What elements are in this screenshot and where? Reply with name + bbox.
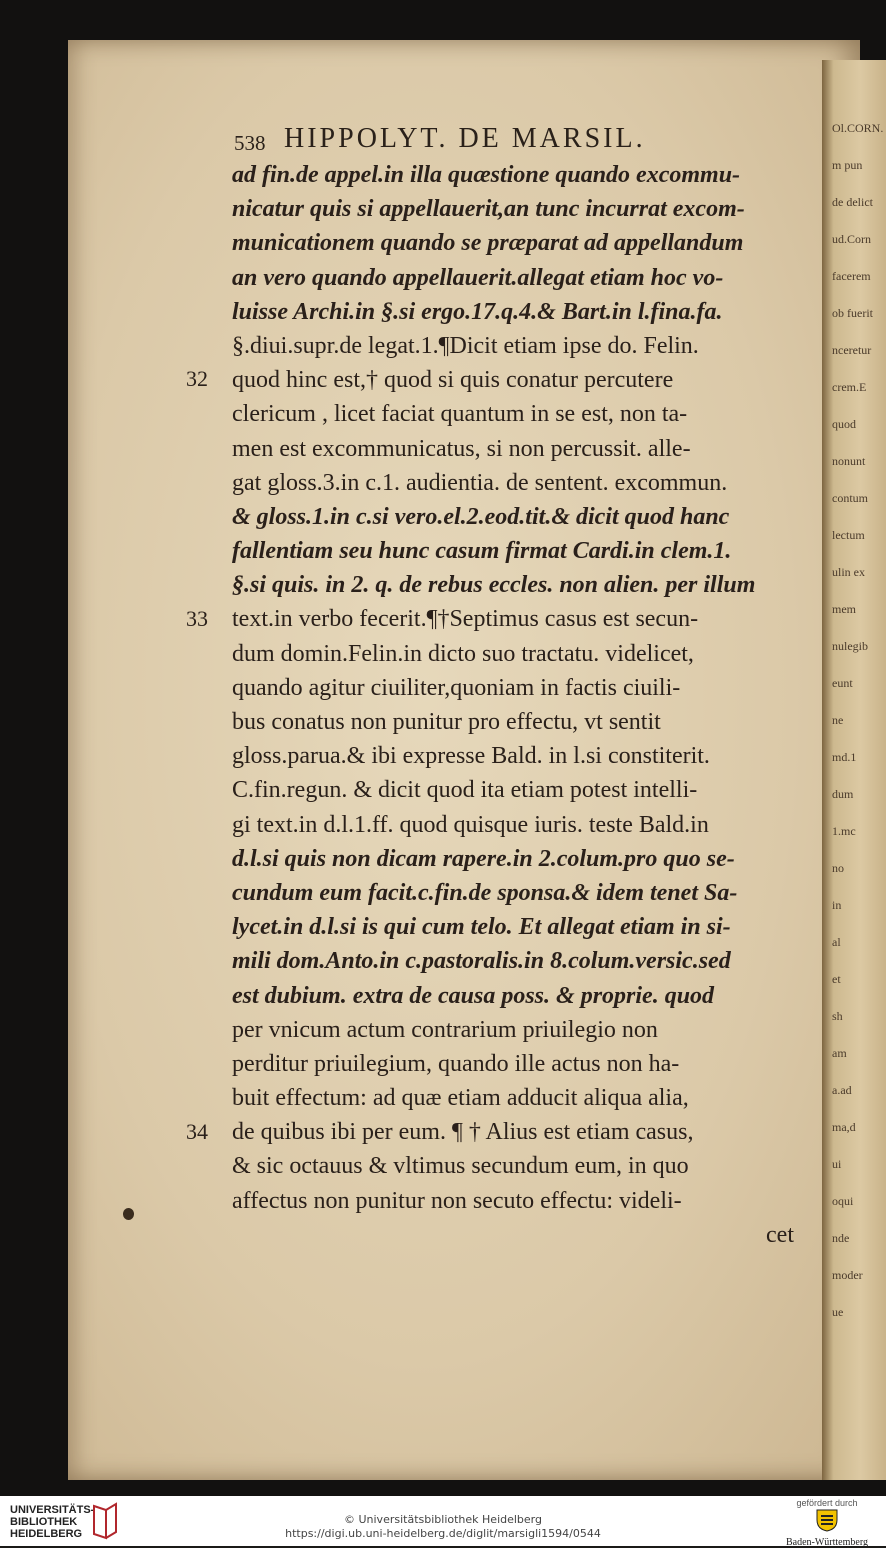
text-line: text.in verbo fecerit.¶†Septimus casus est secun- xyxy=(232,606,699,633)
adjacent-page-text xyxy=(832,110,886,1331)
adjacent-fragment: ma,d xyxy=(832,1120,856,1134)
adjacent-fragment: eunt xyxy=(832,676,853,690)
adjacent-fragment: ud.Corn xyxy=(832,232,871,246)
funder-name: Baden-Württemberg xyxy=(785,1537,868,1548)
adjacent-fragment: ui xyxy=(832,1157,842,1171)
adjacent-fragment: mem xyxy=(832,602,856,616)
text-line: lycet.in d.l.si is qui cum telo. Et allegat etiam in si- xyxy=(232,914,731,941)
text-line: mili dom.Anto.in c.pastoralis.in 8.colum.versic.sed xyxy=(232,948,731,975)
sponsor-block xyxy=(772,1498,882,1548)
adjacent-fragment: ulin ex xyxy=(832,565,865,579)
adjacent-fragment: md.1 xyxy=(832,750,857,764)
text-line: affectus non punitur non secuto effectu: videli- xyxy=(232,1187,682,1214)
logo-line-1: UNIVERSITÄTS- xyxy=(10,1504,95,1516)
running-head: HIPPOLYT. DE MARSIL. xyxy=(284,123,646,154)
footer-bar xyxy=(0,1496,886,1546)
text-line: & gloss.1.in c.si vero.el.2.eod.tit.& dicit quod hanc xyxy=(232,503,730,530)
adjacent-fragment: Ol.CORN. xyxy=(832,121,884,135)
adjacent-fragment: in xyxy=(832,898,842,912)
text-line: municationem quando se præparat ad appellandum xyxy=(232,230,744,257)
text-line: cundum eum facit.c.fin.de sponsa.& idem tenet Sa- xyxy=(232,879,738,906)
text-line: & sic octauus & vltimus secundum eum, in quo xyxy=(232,1153,689,1180)
text-line: an vero quando appellauerit.allegat etiam hoc vo- xyxy=(232,264,724,291)
logo-line-2: BIBLIOTHEK xyxy=(10,1516,78,1528)
text-line: per vnicum actum contrarium priuilegio non xyxy=(232,1016,658,1043)
text-line: perditur priuilegium, quando ille actus non ha- xyxy=(232,1050,680,1077)
adjacent-fragment: nulegib xyxy=(832,639,868,653)
text-line: nicatur quis si appellauerit,an tunc incurrat excom- xyxy=(232,196,745,223)
adjacent-fragment: ne xyxy=(832,713,844,727)
text-line: §.si quis. in 2. q. de rebus eccles. non alien. per illum xyxy=(232,572,756,599)
adjacent-fragment: et xyxy=(832,972,841,986)
adjacent-fragment: a.ad xyxy=(832,1083,852,1097)
text-line: gi text.in d.l.1.ff. quod quisque iuris. teste Bald.in xyxy=(232,811,709,838)
logo-line-3: HEIDELBERG xyxy=(10,1528,83,1540)
text-line: luisse Archi.in §.si ergo.17.q.4.& Bart.in l.fina.fa. xyxy=(232,298,723,325)
text-line: gat gloss.3.in c.1. audientia. de sentent. excommun. xyxy=(232,469,728,496)
adjacent-fragment: lectum xyxy=(832,528,865,542)
adjacent-fragment: quod xyxy=(832,417,856,431)
margin-number: 34 xyxy=(186,1118,208,1144)
adjacent-fragment: am xyxy=(832,1046,847,1060)
page-number: 538 xyxy=(234,131,266,155)
copyright-text: © Universitätsbibliothek Heidelberg xyxy=(343,1513,542,1526)
text-line: quando agitur ciuiliter,quoniam in factis ciuili- xyxy=(232,674,681,701)
text-line: fallentiam seu hunc casum firmat Cardi.in clem.1. xyxy=(232,538,732,565)
text-line: buit effectum: ad quæ etiam adducit aliqua alia, xyxy=(232,1085,689,1112)
text-line: C.fin.regun. & dicit quod ita etiam potest intelli- xyxy=(232,777,698,804)
text-line: bus conatus non punitur pro effectu, vt sentit xyxy=(232,709,661,735)
adjacent-fragment: ue xyxy=(832,1305,844,1319)
body-text xyxy=(232,158,802,1252)
ink-spot xyxy=(123,1208,134,1220)
margin-number: 32 xyxy=(186,366,208,392)
page-header xyxy=(234,123,834,163)
adjacent-fragment: no xyxy=(832,861,844,875)
text-line: quod hinc est,† quod si quis conatur percutere xyxy=(232,367,674,394)
funded-by-label: gefördert durch xyxy=(796,1498,858,1508)
adjacent-fragment: oqui xyxy=(832,1194,854,1208)
text-line: d.l.si quis non dicam rapere.in 2.colum.pro quo se- xyxy=(232,845,735,872)
text-line: clericum , licet faciat quantum in se est, non ta- xyxy=(232,401,688,428)
adjacent-fragment: al xyxy=(832,935,841,949)
margin-number: 33 xyxy=(186,605,208,631)
adjacent-fragment: nceretur xyxy=(832,343,872,357)
text-line: de quibus ibi per eum. ¶ † Alius est etiam casus, xyxy=(232,1119,694,1146)
text-line: ad fin.de appel.in illa quæstione quando excommu- xyxy=(232,162,741,188)
adjacent-fragment: moder xyxy=(832,1268,863,1282)
adjacent-fragment: de delict xyxy=(832,195,873,209)
adjacent-fragment: nonunt xyxy=(832,454,866,468)
text-line: gloss.parua.& ibi expresse Bald. in l.si constiterit. xyxy=(232,743,710,770)
adjacent-fragment: 1.mc xyxy=(832,824,856,838)
text-line: cet xyxy=(766,1221,794,1248)
text-line: men est excommunicatus, si non percussit. alle- xyxy=(232,435,691,462)
text-line: est dubium. extra de causa poss. & proprie. quod xyxy=(232,982,715,1009)
text-line: §.diui.supr.de legat.1.¶Dicit etiam ipse do. Felin. xyxy=(232,332,699,359)
adjacent-fragment: dum xyxy=(832,787,854,801)
text-line: dum domin.Felin.in dicto suo tractatu. videlicet, xyxy=(232,640,694,667)
adjacent-fragment: facerem xyxy=(832,269,871,283)
adjacent-fragment: contum xyxy=(832,491,868,505)
adjacent-fragment: sh xyxy=(832,1009,843,1023)
adjacent-fragment: ob fuerit xyxy=(832,306,873,320)
adjacent-fragment: m pun xyxy=(832,158,863,172)
permalink[interactable]: https://digi.ub.uni-heidelberg.de/diglit/marsigli1594/0544 xyxy=(285,1527,601,1540)
coat-of-arms-icon xyxy=(812,1508,842,1532)
adjacent-fragment: nde xyxy=(832,1231,850,1245)
adjacent-fragment: crem.E xyxy=(832,380,867,394)
